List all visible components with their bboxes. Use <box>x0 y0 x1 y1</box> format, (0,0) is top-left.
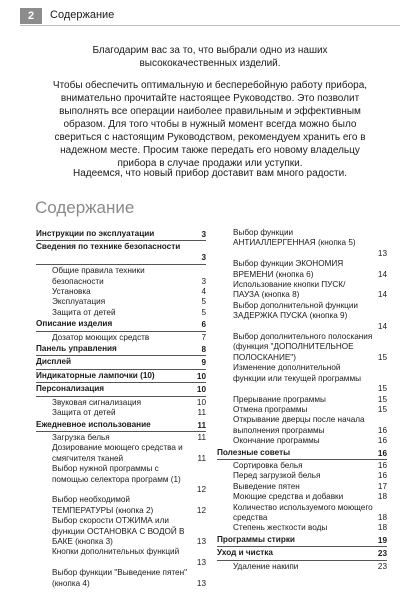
toc-subsection-entry <box>217 332 387 363</box>
toc-entry-page: 17 <box>377 481 387 491</box>
toc-entry-page: 16 <box>377 436 387 446</box>
toc-entry-text: Перед загрузкой белья <box>233 471 321 481</box>
toc-entry-text: Выведение пятен <box>233 481 300 491</box>
toc-entry-page: 18 <box>377 523 387 533</box>
toc-section-entry <box>36 357 206 369</box>
toc-subsection-entry <box>217 471 387 481</box>
page-header <box>20 8 400 26</box>
toc-entry-page: 3 <box>201 276 206 286</box>
toc-entry-page: 11 <box>197 420 206 430</box>
toc-entry-page: 10 <box>196 385 206 395</box>
toc-subsection-entry <box>36 266 206 287</box>
header-title: Содержание <box>50 9 115 21</box>
toc-entry-text: Использование кнопки ПУСК/ ПАУЗА (кнопка 8) <box>233 280 346 300</box>
toc-entry-text: Выбор дополнительной функции ЗАДЕРЖКА ПУСКА (кнопка 9) <box>233 300 359 321</box>
toc-entry-page: 15 <box>377 384 387 394</box>
toc-entry-text: Выбор функции АНТИАЛЛЕРГЕННАЯ (кнопка 5) <box>233 228 356 248</box>
toc-entry-text: Прерывание программы <box>233 394 326 404</box>
toc-entry-text: Выбор дополнительного полоскания (функция "ДОПОЛНИТЕЛЬНОЕ ПОЛОСКАНИЕ") <box>233 332 373 362</box>
toc-section-entry <box>36 229 206 241</box>
toc-entry-text: Сведения по технике безопасности <box>36 242 181 252</box>
toc-entry-page: 15 <box>377 352 387 362</box>
toc-entry-page: 23 <box>377 549 387 559</box>
toc-entry-text: Загрузка белья <box>52 432 110 442</box>
toc-subsection-entry <box>36 297 206 307</box>
toc-entry-page: 8 <box>201 345 206 355</box>
toc-entry-page: 19 <box>377 535 387 545</box>
toc-entry-text: Выбор функции ЭКОНОМИЯ ВРЕМЕНИ (кнопка 6) <box>233 259 344 279</box>
toc-entry-page: 7 <box>201 332 206 342</box>
toc-title: Содержание <box>35 198 135 217</box>
toc-entry-text: Кнопки дополнительных функций <box>52 547 180 557</box>
toc-subsection-entry <box>217 280 387 301</box>
toc-entry-page: 14 <box>377 269 387 279</box>
toc-entry-page: 13 <box>196 536 206 546</box>
toc-entry-text: Описание изделия <box>36 319 113 329</box>
toc-subsection-entry <box>217 461 387 471</box>
toc-entry-page: 23 <box>377 561 387 571</box>
toc-entry-page: 3 <box>201 230 206 239</box>
toc-entry-page: 11 <box>197 408 206 418</box>
toc-subsection-entry <box>217 259 387 280</box>
toc-entry-text: Общие правила техники безопасности <box>52 266 145 286</box>
toc-entry-page: 6 <box>201 320 206 330</box>
toc-left-column <box>36 228 206 589</box>
toc-entry-page: 11 <box>197 453 206 463</box>
toc-entry-text: Программы стирки <box>217 534 295 544</box>
toc-entry-page: 13 <box>196 557 206 567</box>
toc-entry-page: 16 <box>377 448 387 458</box>
intro-paragraph-3: Надеемся, что новый прибор доставит вам много радости. <box>72 168 348 179</box>
toc-entry-page: 18 <box>377 492 387 502</box>
toc-entry-page: 11 <box>197 432 206 442</box>
toc-subsection-entry <box>217 523 387 533</box>
toc-subsection-entry <box>217 405 387 415</box>
toc-entry-page: 13 <box>196 578 206 588</box>
toc-entry-text: Дозирование моющего средства и смягчителя тканей <box>52 443 183 463</box>
toc-entry-text: Персонализация <box>36 384 105 394</box>
toc-subsection-entry <box>217 482 387 492</box>
toc-entry-text: Инструкции по эксплуатации <box>36 229 155 238</box>
toc-section-entry <box>36 344 206 356</box>
toc-entry-text: Выбор скорости ОТЖИМА или функции ОСТАНОВКА С ВОДОЙ В БАКЕ (кнопка 3) <box>52 516 185 546</box>
toc-section-entry <box>217 548 387 560</box>
toc-entry-page: 18 <box>377 512 387 522</box>
toc-subsection-entry <box>36 516 206 547</box>
toc-right-column <box>217 228 387 572</box>
toc-entry-page: 16 <box>377 460 387 470</box>
toc-entry-page: 16 <box>377 425 387 435</box>
toc-entry-text: Дисплей <box>36 357 72 367</box>
toc-entry-page: 13 <box>377 248 387 258</box>
toc-subsection-entry <box>36 547 206 568</box>
toc-entry-text: Открывание дверцы после начала выполнения программы <box>233 415 365 435</box>
toc-subsection-entry <box>36 408 206 418</box>
toc-subsection-entry <box>36 308 206 318</box>
toc-entry-text: Отмена программы <box>233 404 308 414</box>
toc-entry-page: 10 <box>196 397 206 407</box>
intro-paragraph-1: Благодарим вас за то, что выбрали одно из наших высококачественных изделий. <box>92 45 328 69</box>
toc-entry-page: 14 <box>377 321 387 331</box>
toc-section-entry <box>217 448 387 460</box>
toc-subsection-entry <box>36 568 206 589</box>
toc-section-entry <box>217 535 387 547</box>
toc-entry-page: 10 <box>196 371 206 381</box>
toc-entry-text: Защита от детей <box>52 307 116 317</box>
toc-entry-text: Изменение дополнительной функции или текущей программы <box>233 363 361 383</box>
toc-subsection-entry <box>36 495 206 516</box>
toc-subsection-entry <box>36 287 206 297</box>
toc-subsection-entry <box>217 301 387 332</box>
toc-entry-text: Эксплуатация <box>52 297 106 307</box>
toc-entry-text: Звуковая сигнализация <box>52 397 142 407</box>
toc-entry-text: Выбор функции "Выведение пятен" (кнопка 4) <box>52 568 188 588</box>
toc-subsection-entry <box>217 503 387 524</box>
toc-entry-page: 16 <box>377 471 387 481</box>
toc-subsection-entry <box>36 333 206 343</box>
toc-entry-page: 12 <box>196 505 206 515</box>
toc-entry-text: Окончание программы <box>233 436 320 446</box>
toc-entry-page: 5 <box>201 297 206 307</box>
toc-section-entry <box>36 371 206 383</box>
toc-entry-page: 4 <box>201 287 206 297</box>
toc-entry-text: Установка <box>52 287 91 297</box>
header-divider <box>20 25 400 26</box>
toc-section-entry <box>36 384 206 396</box>
toc-entry-page: 3 <box>201 252 206 262</box>
intro-paragraph-2: Чтобы обеспечить оптимальную и бесперебойную работу прибора, внимательно прочитайте настоящее Руководство. Это позволит выполнять все операции наиболее правильным и эффективным образом. Для того чтобы в нужный момент всегда можно было свериться с настоящим Руководством, рекомендуем хранить его в надежном месте. Просим также передать его новому владельцу прибора в случае продажи или уступки. <box>52 80 368 169</box>
toc-subsection-entry <box>217 415 387 436</box>
toc-entry-text: Панель управления <box>36 344 117 354</box>
toc-section-entry <box>36 319 206 331</box>
toc-entry-text: Выбор нужной программы с помощью селектора программ (1) <box>52 464 181 484</box>
toc-entry-text: Степень жесткости воды <box>233 523 328 533</box>
toc-entry-page: 15 <box>377 394 387 404</box>
toc-entry-page: 14 <box>377 290 387 300</box>
toc-entry-text: Полезные советы <box>217 447 291 457</box>
toc-subsection-entry <box>217 436 387 446</box>
toc-entry-page: 12 <box>196 484 206 494</box>
toc-entry-text: Сортировка белья <box>233 460 303 470</box>
toc-subsection-entry <box>36 443 206 464</box>
toc-entry-page: 9 <box>201 358 206 368</box>
toc-entry-text: Уход и чистка <box>217 548 273 558</box>
toc-entry-page: 5 <box>201 307 206 317</box>
page-number: 2 <box>20 8 42 24</box>
toc-subsection-entry <box>217 562 387 572</box>
toc-entry-text: Ежедневное использование <box>36 419 151 429</box>
toc-subsection-entry <box>36 433 206 443</box>
toc-subsection-entry <box>217 492 387 502</box>
toc-entry-text: Количество используемого моющего средства <box>233 502 373 522</box>
toc-entry-text: Защита от детей <box>52 408 116 418</box>
toc-entry-text: Удаление накипи <box>233 561 299 571</box>
toc-subsection-entry <box>36 464 206 495</box>
toc-entry-text: Моющие средства и добавки <box>233 492 344 502</box>
toc-entry-text: Индикаторные лампочки (10) <box>36 370 155 380</box>
toc-entry-text: Дозатор моющих средств <box>52 332 150 342</box>
toc-section-entry <box>36 420 206 432</box>
toc-section-entry <box>36 242 206 265</box>
toc-entry-page: 15 <box>377 404 387 414</box>
toc-subsection-entry <box>217 228 387 259</box>
toc-subsection-entry <box>217 395 387 405</box>
toc-entry-text: Выбор необходимой ТЕМПЕРАТУРЫ (кнопка 2) <box>52 495 154 515</box>
toc-subsection-entry <box>36 398 206 408</box>
toc-subsection-entry <box>217 363 387 394</box>
